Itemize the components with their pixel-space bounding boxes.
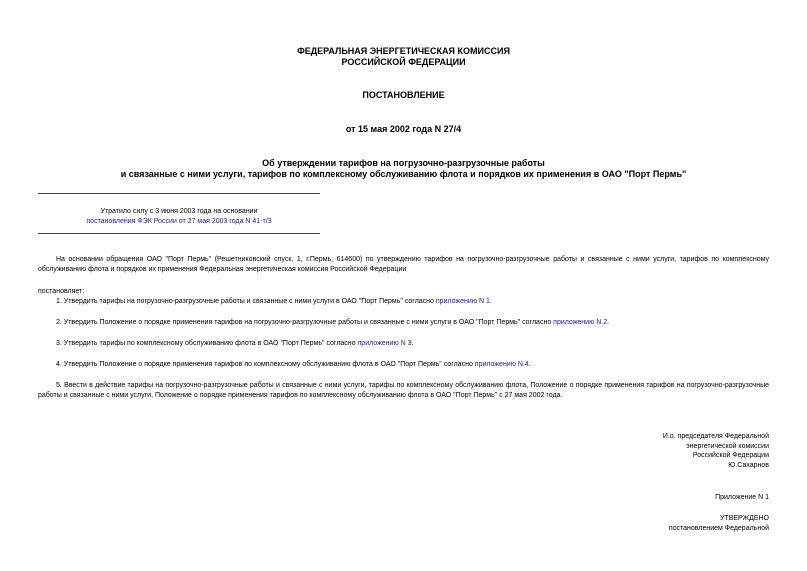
- divider-bottom: [38, 233, 320, 234]
- appendix-link-1[interactable]: приложению N 1: [435, 298, 490, 305]
- signature-position-line1: И.о. председателя Федеральной: [662, 433, 769, 440]
- item-end: .: [411, 340, 414, 347]
- item-text: 4. Утвердить Положение о порядке применения тарифов по комплексному обслуживанию флота в ОАО "Порт Пермь" согласно: [56, 361, 475, 368]
- appendix-link-3[interactable]: приложению N 3: [357, 340, 412, 347]
- revocation-notice-text: Утратило силу с 3 июня 2003 года на основании: [100, 208, 258, 215]
- document-date-number: от 15 мая 2002 года N 27/4: [345, 124, 462, 134]
- commission-name-line1: ФЕДЕРАЛЬНАЯ ЭНЕРГЕТИЧЕСКАЯ КОМИССИЯ: [297, 46, 510, 56]
- approval-block: [669, 514, 769, 533]
- item-end: .: [489, 298, 492, 305]
- document-type: ПОСТАНОВЛЕНИЕ: [362, 90, 445, 100]
- signature-name: Ю.Сахарнов: [728, 461, 769, 469]
- signature-position-line3: Российской Федерации: [692, 452, 769, 459]
- resolves-label: постановляет:: [38, 288, 85, 295]
- item-end: .: [607, 319, 610, 326]
- divider-top: [38, 193, 320, 194]
- item-5-paragraph: 5. Ввести в действие тарифы на погрузочно-разгрузочные работы и связанные с ними услуги, тарифы по комплексному обслуживанию флота, Положение о порядке применения тарифов на погрузочно-разгрузочные работы и связанные с ними услуги, Положение о порядке применения тарифов по комплексному обслуживанию флота в ОАО "Порт Пермь" с 27 мая 2002 года.: [38, 382, 769, 399]
- revocation-notice-link[interactable]: постановления ФЭК России от 27 мая 2003 года N 41-т/3: [86, 218, 272, 225]
- signature-block: [663, 432, 769, 470]
- list-item: [56, 360, 769, 370]
- document-title-line2: и связанные с ними услуги, тарифов по комплексному обслуживанию флота и порядков их применения в ОАО "Порт Пермь": [120, 169, 687, 179]
- document-title-line1: Об утверждении тарифов на погрузочно-разгрузочные работы: [262, 158, 545, 168]
- appendix-label: Приложение N 1: [715, 494, 769, 501]
- commission-name-line2: РОССИЙСКОЙ ФЕДЕРАЦИИ: [341, 57, 466, 67]
- list-item: [56, 297, 769, 307]
- list-item: [56, 339, 769, 349]
- appendix-link-2[interactable]: приложению N 2: [553, 319, 608, 326]
- appendix-link-4[interactable]: приложению N 4: [474, 361, 529, 368]
- signature-position-line2: энергетической комиссии: [686, 442, 769, 450]
- intro-paragraph: На основании обращения ОАО "Порт Пермь" (Решетниковский спуск, 1, г.Пермь, 614600) по утверждению тарифов на погрузочно-разгрузочные работы и связанные с ними услуги, тарифов по комплексному обслуживанию флота и порядков их применения Федеральная энергетическая комиссия Российской Федерации: [38, 256, 769, 273]
- item-text: 3. Утвердить тарифы по комплексному обслуживанию флота в ОАО "Порт Пермь" согласно: [56, 340, 358, 347]
- approved-label: УТВЕРЖДЕНО: [719, 515, 769, 522]
- list-item: [56, 318, 769, 328]
- item-text: 2. Утвердить Положение о порядке применения тарифов на погрузочно-разгрузочные работы и связанные с ними услуги в ОАО "Порт Пермь" согласно: [56, 319, 554, 326]
- item-end: .: [528, 361, 531, 368]
- approved-by: постановлением Федеральной: [668, 524, 769, 532]
- revocation-notice: [38, 207, 320, 227]
- item-text: 1. Утвердить тарифы на погрузочно-разгрузочные работы и связанные с ними услуги в ОАО "Порт Пермь" согласно: [56, 298, 436, 305]
